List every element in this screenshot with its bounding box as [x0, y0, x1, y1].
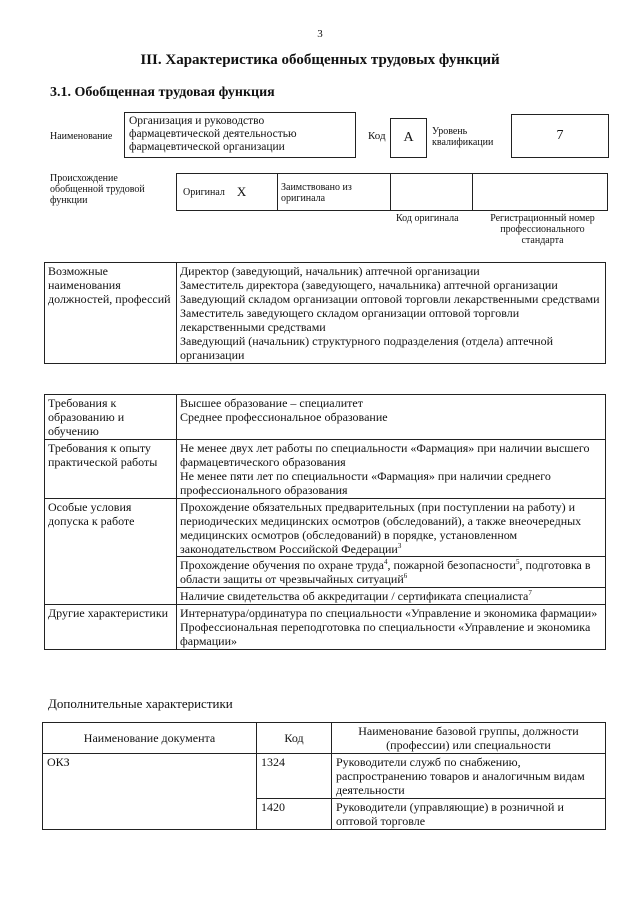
name-value-box — [124, 112, 356, 158]
position-item: Заведующий (начальник) структурного подразделения (отдела) аптечной организации — [180, 334, 554, 362]
experience-label: Требования к опыту практической работы — [45, 440, 177, 499]
special-item-accreditation: Наличие свидетельства об аккредитации / сертификата специалиста$^7$ — [177, 587, 605, 604]
section-title: III. Характеристика обобщенных трудовых функций — [140, 52, 500, 68]
other-item: Профессиональная переподготовка по специальности «Управление и экономика фармации» — [180, 620, 591, 648]
header-doc: Наименование документа — [43, 723, 257, 754]
position-item: Директор (заведующий, начальник) аптечной организации — [180, 264, 480, 278]
positions-table — [44, 262, 606, 364]
other-label: Другие характеристики — [45, 605, 177, 650]
positions-list — [177, 263, 606, 364]
borrowed-label: Заимствовано из оригинала — [281, 182, 352, 204]
positions-label: Возможные наименования должностей, профессий — [45, 263, 177, 364]
experience-item: Не менее пяти лет по специальности «Фармация» при наличии среднего профессионального образования — [180, 469, 551, 497]
row-name: Руководители (управляющие) в розничной и оптовой торговле — [332, 799, 606, 830]
level-value-box — [511, 114, 609, 158]
code-value-box — [390, 118, 427, 158]
additional-table — [42, 722, 606, 830]
position-item: Заместитель заведующего складом организации оптовой торговли лекарственными средствами — [180, 306, 520, 334]
name-value: Организация и руководство фармацевтической деятельностью фармацевтической организации — [129, 115, 297, 153]
experience-row — [45, 440, 606, 499]
table-row — [43, 754, 606, 799]
level-value: 7 — [556, 128, 564, 143]
code-original-caption: Код оригинала — [396, 213, 459, 224]
requirements-table — [44, 394, 606, 650]
original-label: Оригинал — [183, 186, 225, 198]
origin-table — [176, 173, 608, 211]
special-item-training: Прохождение обучения по охране труда$^4$, пожарной безопасности$^5$, подготовка в области защиты от чрезвычайных ситуаций$^6$ — [177, 556, 605, 587]
education-item: Среднее профессиональное образование — [180, 410, 388, 424]
education-label: Требования к образованию и обучению — [45, 395, 177, 440]
additional-title: Дополнительные характеристики — [48, 696, 233, 711]
experience-item: Не менее двух лет работы по специальности «Фармация» при наличии высшего фармацевтического образования — [180, 441, 590, 469]
name-label: Наименование — [50, 131, 113, 142]
special-conditions-row — [45, 499, 606, 605]
other-row — [45, 605, 606, 650]
education-row — [45, 395, 606, 440]
subsection-title: 3.1. Обобщенная трудовая функция — [50, 85, 275, 100]
header-name: Наименование базовой группы, должности (профессии) или специальности — [332, 723, 606, 754]
origin-label: Происхождение обобщенной трудовой функции — [50, 173, 145, 206]
row-code: 1324 — [257, 754, 332, 799]
divider — [390, 174, 391, 210]
level-label: Уровень квалификации — [432, 126, 494, 148]
position-item: Заведующий складом организации оптовой торговли лекарственными средствами — [180, 292, 600, 306]
additional-header-row — [43, 723, 606, 754]
code-label: Код — [368, 130, 386, 142]
special-item-medical: Прохождение обязательных предварительных (при поступлении на работу) и периодических медицинских осмотров (обследований), а также внеочередных медицинских осмотров (обследований) в порядке, установленном законодательством Российской Федерации$^3$ — [180, 500, 582, 556]
code-value: А — [403, 130, 414, 145]
position-item: Заместитель директора (заведующего, начальника) аптечной организации — [180, 278, 558, 292]
education-item: Высшее образование – специалитет — [180, 396, 363, 410]
row-code: 1420 — [257, 799, 332, 830]
header-code: Код — [257, 723, 332, 754]
reg-number-caption: Регистрационный номер профессионального стандарта — [490, 213, 595, 246]
special-label: Особые условия допуска к работе — [45, 499, 177, 605]
page-number: 3 — [317, 28, 323, 40]
other-item: Интернатура/ординатура по специальности «Управление и экономика фармации» — [180, 606, 598, 620]
row-name: Руководители служб по снабжению, распространению товаров и аналогичным видам деятельности — [332, 754, 606, 799]
divider — [472, 174, 473, 210]
row-doc: ОКЗ — [43, 754, 257, 830]
original-mark: X — [236, 184, 247, 199]
original-cell — [177, 174, 278, 210]
